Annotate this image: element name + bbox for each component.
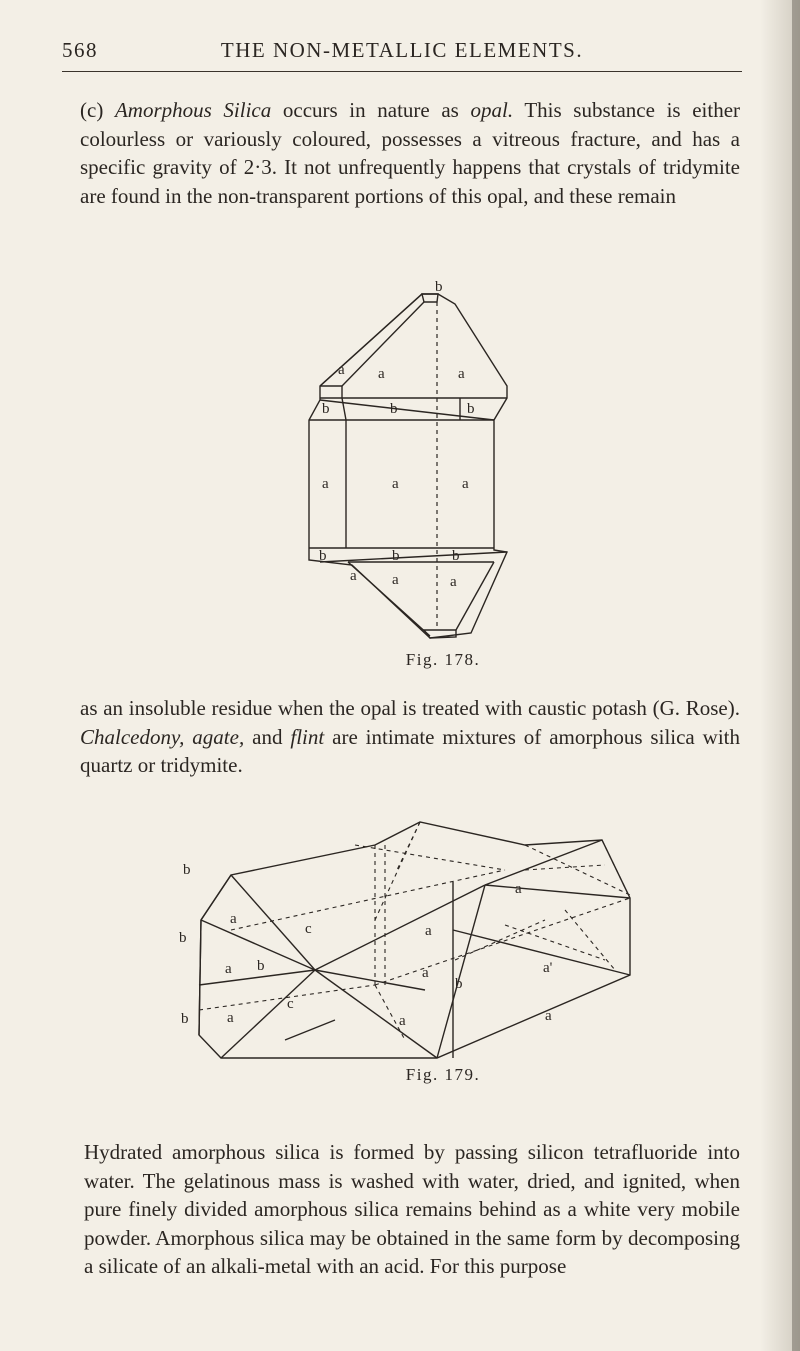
- term-amorphous-silica: Amorphous Silica: [114, 98, 272, 122]
- label-a: a: [227, 1010, 234, 1026]
- label-a: a: [450, 574, 457, 590]
- running-head: [62, 38, 742, 68]
- figure-179-caption: Fig. 179.: [405, 1065, 481, 1084]
- label-a: a: [350, 568, 357, 584]
- text-span: as an insoluble residue when the opal is treated with caustic potash (G. Rose).: [80, 696, 740, 720]
- term-opal: opal.: [470, 98, 514, 122]
- label-a: a: [399, 1013, 406, 1029]
- text-span: occurs in nature as: [271, 98, 471, 122]
- label-a: a: [322, 476, 329, 492]
- label-b: b: [319, 548, 327, 564]
- label-b: b: [452, 548, 460, 564]
- label-b: b: [435, 280, 443, 295]
- label-b: b: [392, 548, 400, 564]
- paragraph-text: Hydrated amorphous silica is formed by passing silicon tetrafluoride into water. The gelatinous mass is washed with water, dried, and ignited, when pure finely divided amorphous silica remains behind as a white very mobile powder. Amorphous silica may be obtained in the same form by decomposing a silicate of an alkali-metal with an acid. For this purpose: [84, 1140, 740, 1279]
- label-b: b: [467, 401, 475, 417]
- label-a: a: [425, 923, 432, 939]
- label-a: a: [545, 1008, 552, 1024]
- running-title: THE NON-METALLIC ELEMENTS.: [220, 38, 584, 62]
- label-a: a: [230, 911, 237, 927]
- label-b: b: [181, 1011, 189, 1027]
- label-b: b: [390, 401, 398, 417]
- label-c: c: [305, 921, 312, 937]
- label-a: a: [225, 961, 232, 977]
- label-a: a: [515, 881, 522, 897]
- label-b: b: [455, 976, 463, 992]
- label-a: a: [392, 476, 399, 492]
- paragraph-amorphous-silica: [80, 96, 740, 210]
- label-a: a: [378, 366, 385, 382]
- label-a: a: [338, 362, 345, 378]
- text-span: This substance is either colourless or variously coloured, possesses a vitreous fracture, and has a specific gravity of 2·3. It not unfrequently happens that crystals of tridymite are found in the non-transparent portions of this opal, and these remain: [80, 98, 741, 208]
- figure-178-crystal: [300, 280, 510, 642]
- header-rule: [62, 71, 742, 72]
- text-span: are intimate mixtures of amorphous silica with quartz or tridymite.: [80, 724, 740, 778]
- label-c: c: [287, 996, 294, 1012]
- figure-179-twinned-crystal: [175, 810, 665, 1065]
- label-a-prime: a': [543, 960, 553, 976]
- label-b: b: [322, 401, 330, 417]
- label-a: a: [462, 476, 469, 492]
- page-number: 568: [62, 38, 98, 62]
- figure-178-caption: Fig. 178.: [405, 650, 481, 669]
- label-a: a: [392, 572, 399, 588]
- label-a: a: [422, 965, 429, 981]
- term-flint: flint: [290, 724, 325, 749]
- label-b: b: [183, 862, 191, 878]
- section-label: (c): [80, 98, 104, 122]
- paragraph-insoluble-residue: [80, 694, 740, 780]
- page-edge-dark: [792, 0, 800, 1351]
- label-b: b: [257, 958, 265, 974]
- label-b: b: [179, 930, 187, 946]
- text-span: and: [244, 724, 291, 749]
- paragraph-hydrated-silica: [84, 1138, 740, 1281]
- term-chalcedony-agate: Chalcedony, agate,: [80, 724, 245, 749]
- label-a: a: [458, 366, 465, 382]
